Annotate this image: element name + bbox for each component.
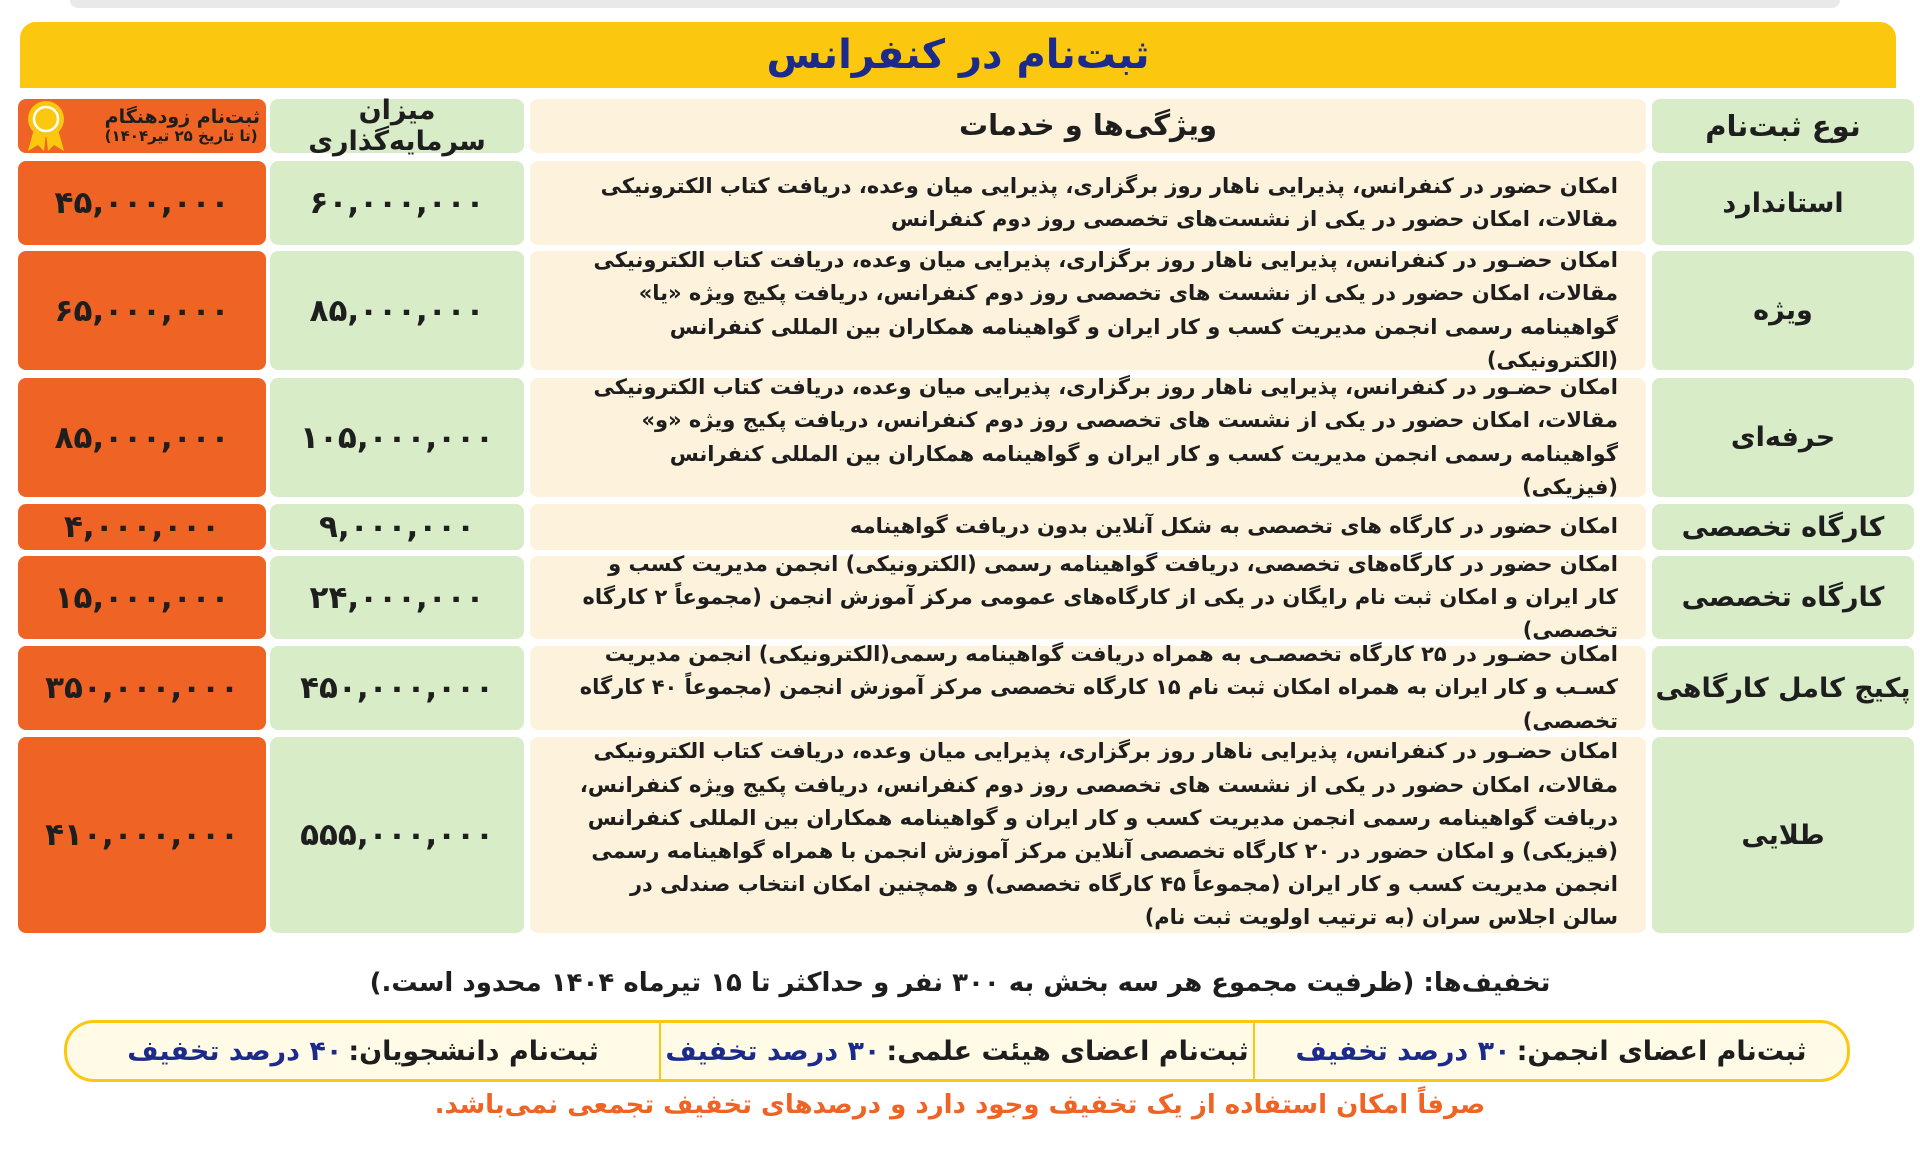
- table-row: [18, 375, 1898, 499]
- row-type: پکیج کامل کارگاهی: [1652, 646, 1914, 730]
- row-type: استاندارد: [1652, 161, 1914, 245]
- row-features: امکان حضور در کنفرانس، پذیرایی ناهار روز برگزاری، پذیرایی میان وعده، دریافت کتاب الکترونیکی مقالات، امکان حضور در یکی از نشست‌های تخصصی روز دوم کنفرانس: [530, 161, 1646, 245]
- row-features: امکان حضـور در کنفرانس، پذیرایی ناهار روز برگزاری، پذیرایی میان وعده، دریافت کتاب الکترونیکی مقالات، امکان حضور در یکی از نشست های تخصصی روز دوم کنفرانس، دریافت پکیج ویژه «یا» گواهینامه رسمی انجمن مدیریت کسب و کار ایران و گواهینامه همکاران بین المللی کنفرانس (الکترونیکی): [530, 251, 1646, 370]
- row-price: ۵۵۵,۰۰۰,۰۰۰: [270, 737, 524, 933]
- row-features: امکان حضـور در ۲۵ کارگاه تخصصـی به همراه دریافت گواهینامه رسمی(الکترونیکی) انجمن مدیریت کسـب و کار ایران به همراه امکان ثبت نام ۱۵ کارگاه تخصصی مرکز آموزش انجمن (مجموعاً ۴۰ کارگاه تخصصی): [530, 646, 1646, 730]
- header-features: ویژگی‌ها و خدمات: [530, 99, 1646, 153]
- table-row: [18, 737, 1898, 933]
- table-row: [18, 504, 1898, 550]
- discount-faculty-members: [661, 1023, 1255, 1079]
- row-early-price: ۳۵۰,۰۰۰,۰۰۰: [18, 646, 266, 730]
- table-header: [18, 95, 1898, 157]
- discount-association-members: [1255, 1023, 1847, 1079]
- discounts-box: [64, 1020, 1850, 1082]
- row-early-price: ۴۵,۰۰۰,۰۰۰: [18, 161, 266, 245]
- header-type: نوع ثبت‌نام: [1652, 99, 1914, 153]
- row-early-price: ۴۱۰,۰۰۰,۰۰۰: [18, 737, 266, 933]
- row-early-price: ۴,۰۰۰,۰۰۰: [18, 504, 266, 550]
- row-price: ۸۵,۰۰۰,۰۰۰: [270, 251, 524, 370]
- row-features: امکان حضور در کارگاه‌های تخصصی، دریافت گواهینامه رسمی (الکترونیکی) انجمن مدیریت کسب و کار ایران و امکان ثبت نام رایگان در یکی از کارگاه‌های عمومی مرکز آموزش انجمن (مجموعاً ۲ کارگاه تخصصی): [530, 556, 1646, 639]
- row-price: ۴۵۰,۰۰۰,۰۰۰: [270, 646, 524, 730]
- header-price: میزان سرمایه‌گذاری: [270, 99, 524, 153]
- title-banner: [20, 22, 1896, 88]
- row-price: ۲۴,۰۰۰,۰۰۰: [270, 556, 524, 639]
- discounts-title: تخفیف‌ها: (ظرفیت مجموع هر سه بخش به ۳۰۰ نفر و حداکثر تا ۱۵ تیرماه ۱۴۰۴ محدود است.): [369, 968, 1551, 998]
- table-row: [18, 551, 1898, 643]
- row-early-price: ۸۵,۰۰۰,۰۰۰: [18, 378, 266, 497]
- early-label-line1: ثبت‌نام زودهنگام: [104, 106, 260, 129]
- top-decor-strip: [70, 0, 1840, 8]
- page-title: ثبت‌نام در کنفرانس: [766, 32, 1150, 78]
- row-type: حرفه‌ای: [1652, 378, 1914, 497]
- early-label-line2: (تا تاریخ ۲۵ تیر۱۴۰۴): [104, 127, 258, 146]
- discount-label: ثبت‌نام دانشجویان:: [348, 1035, 599, 1067]
- row-early-price: ۶۵,۰۰۰,۰۰۰: [18, 251, 266, 370]
- row-type: ویژه: [1652, 251, 1914, 370]
- row-price: ۱۰۵,۰۰۰,۰۰۰: [270, 378, 524, 497]
- header-early: [18, 99, 266, 153]
- discount-label: ثبت‌نام اعضای هیئت علمی:: [886, 1035, 1249, 1067]
- row-type: کارگاه تخصصی: [1652, 504, 1914, 550]
- discount-note: صرفاً امکان استفاده از یک تخفیف وجود دارد و درصدهای تخفیف تجمعی نمی‌باشد.: [434, 1090, 1486, 1120]
- discount-label: ثبت‌نام اعضای انجمن:: [1516, 1035, 1807, 1067]
- discount-value: ۳۰ درصد تخفیف: [665, 1035, 881, 1067]
- row-features: امکان حضور در کارگاه های تخصصی به شکل آنلاین بدون دریافت گواهینامه: [530, 504, 1646, 550]
- table-row: [18, 248, 1898, 372]
- table-row: [18, 642, 1911, 733]
- row-features: امکان حضـور در کنفرانس، پذیرایی ناهار روز برگزاری، پذیرایی میان وعده، دریافت کتاب الکترونیکی مقالات، امکان حضور در یکی از نشست های تخصصی روز دوم کنفرانس، دریافت پکیج ویژه «و» گواهینامه رسمی انجمن مدیریت کسب و کار ایران و گواهینامه همکاران بین المللی کنفرانس (فیزیکی): [530, 378, 1646, 497]
- table-row: [18, 161, 1898, 245]
- row-type: طلایی: [1652, 737, 1914, 933]
- row-early-price: ۱۵,۰۰۰,۰۰۰: [18, 556, 266, 639]
- row-type: کارگاه تخصصی: [1652, 556, 1914, 639]
- early-registration-label: [105, 107, 260, 144]
- row-price: ۶۰,۰۰۰,۰۰۰: [270, 161, 524, 245]
- discount-value: ۴۰ درصد تخفیف: [127, 1035, 343, 1067]
- row-price: ۹,۰۰۰,۰۰۰: [270, 504, 524, 550]
- discount-students: [67, 1023, 661, 1079]
- medal-icon: [24, 99, 68, 153]
- row-features: امکان حضـور در کنفرانس، پذیرایی ناهار روز برگزاری، پذیرایی میان وعده، دریافت کتاب الکترونیکی مقالات، امکان حضور در یکی از نشست های تخصصی روز دوم کنفرانس، دریافت پکیج ویژه کنفرانس، دریافت گواهینامه رسمی انجمن مدیریت کسب و کار ایران و گواهینامه همکاران بین المللی کنفرانس (فیزیکی) و امکان حضور در ۲۰ کارگاه تخصصی آنلاین مرکز آموزش انجمن با همراه گواهینامه رسمی انجمن مدیریت کسب و کار ایران (مجموعاً ۴۵ کارگاه تخصصی) و همچنین امکان انتخاب صندلی در سالن اجلاس سران (به ترتیب اولویت ثبت نام): [530, 737, 1646, 933]
- discount-value: ۳۰ درصد تخفیف: [1295, 1035, 1511, 1067]
